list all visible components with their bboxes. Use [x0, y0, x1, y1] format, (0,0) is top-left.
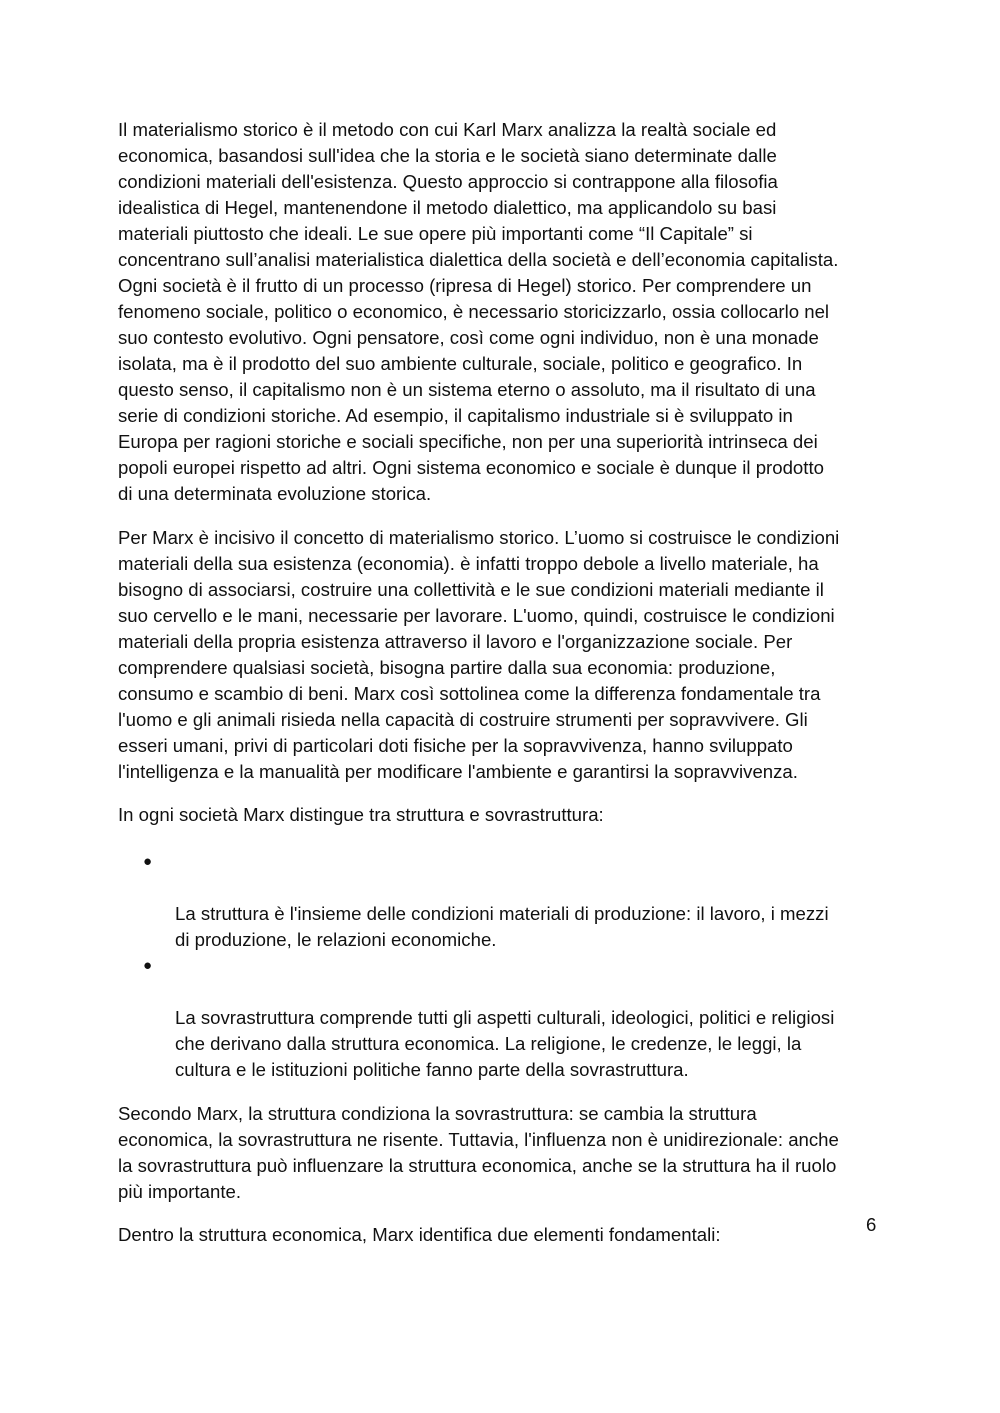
paragraph-struttura-sovrastruttura-intro: In ogni società Marx distingue tra struttura e sovrastruttura: [118, 804, 604, 825]
list-item-text: La sovrastruttura comprende tutti gli aspetti culturali, ideologici, politici e religiosi che derivano dalla struttura economica. La religione, le credenze, le leggi, la cultura e le istituzioni politiche fanno parte della sovrastruttura. [175, 1007, 835, 1080]
bullet-dot-icon: ● [143, 957, 153, 974]
bullet-list [118, 849, 888, 1083]
paragraph-elementi-fondamentali: Dentro la struttura economica, Marx identifica due elementi fondamentali: [118, 1224, 721, 1245]
paragraph-materialismo-storico: Il materialismo storico è il metodo con cui Karl Marx analizza la realtà sociale ed economica, basandosi sull'idea che la storia e le società siano determinate dalle condizioni materiali dell'esistenza. Questo approccio si contrappone alla filosofia idealistica di Hegel, mantenendone il metodo dialettico, ma applicandolo su basi materiali piuttosto che ideali. Le sue opere più importanti come “Il Capitale” si concentrano sull’analisi materialistica dialettica della società e dell’economia capitalista. Ogni società è il frutto di un processo (ripresa di Hegel) storico. Per comprendere un fenomeno sociale, politico o economico, è necessario storicizzarlo, ossia collocarlo nel suo contesto evolutivo. Ogni pensatore, così come ogni individuo, non è una monade isolata, ma è il prodotto del suo ambiente culturale, sociale, politico e geografico. In questo senso, il capitalismo non è un sistema eterno o assoluto, ma il risultato di una serie di condizioni storiche. Ad esempio, il capitalismo industriale si è sviluppato in Europa per ragioni storiche e sociali specifiche, non per una superiorità intrinseca dei popoli europei rispetto ad altri. Ogni sistema economico e sociale è dunque il prodotto di una determinata evoluzione storica. [118, 119, 839, 504]
list-item-text: La struttura è l'insieme delle condizioni materiali di produzione: il lavoro, i mezzi di produzione, le relazioni economiche. [175, 903, 829, 950]
paragraph-condizionamento: Secondo Marx, la struttura condiziona la sovrastruttura: se cambia la struttura economica, la sovrastruttura ne risente. Tuttavia, l'influenza non è unidirezionale: anche la sovrastruttura può influenzare la struttura economica, anche se la struttura ha il ruolo più importante. [118, 1103, 839, 1202]
document-page [118, 117, 888, 1248]
bullet-dot-icon: ● [143, 853, 153, 870]
list-item [118, 849, 888, 953]
page-number: 6 [866, 1214, 877, 1235]
paragraph-concetto-materialismo: Per Marx è incisivo il concetto di materialismo storico. L’uomo si costruisce le condizioni materiali della sua esistenza (economia). è infatti troppo debole a livello materiale, ha bisogno di associarsi, costruire una collettività e le sue condizioni materiali mediante il suo cervello e le mani, necessarie per lavorare. L'uomo, quindi, costruisce le condizioni materiali della propria esistenza attraverso il lavoro e l'organizzazione sociale. Per comprendere qualsiasi società, bisogna partire dalla sua economia: produzione, consumo e scambio di beni. Marx così sottolinea come la differenza fondamentale tra l'uomo e gli animali risieda nella capacità di costruire strumenti per sopravvivere. Gli esseri umani, privi di particolari doti fisiche per la sopravvivenza, hanno sviluppato l'intelligenza e la manualità per modificare l'ambiente e garantirsi la sopravvivenza. [118, 527, 840, 782]
list-item [118, 953, 888, 1083]
